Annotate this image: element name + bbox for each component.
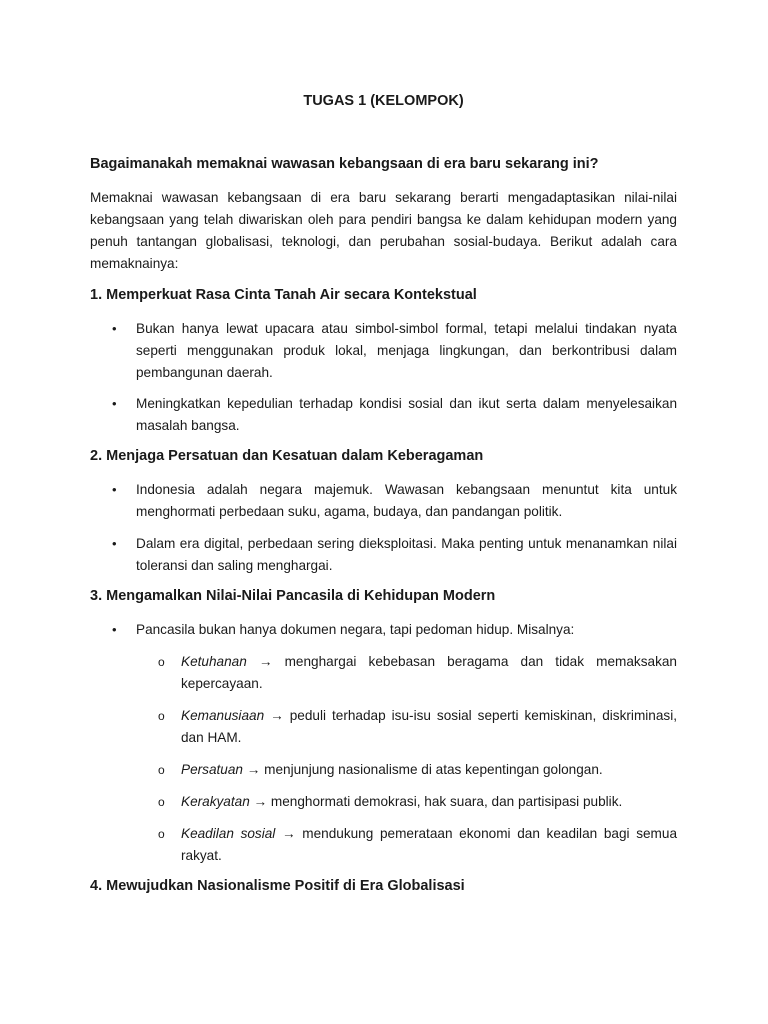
circle-bullet-icon: o [158, 795, 165, 809]
sub-item-text: menjunjung nasionalisme di atas kepentingan golongan. [264, 762, 603, 777]
bullet-icon: • [112, 622, 117, 637]
list-item-text: Pancasila bukan hanya dokumen negara, tapi pedoman hidup. Misalnya: [136, 622, 575, 637]
sub-list-item [158, 759, 677, 781]
bullet-icon: • [112, 321, 117, 336]
document-title: TUGAS 1 (KELOMPOK) [303, 93, 464, 109]
pancasila-term: Kemanusiaan [181, 708, 265, 723]
pancasila-term: Keadilan sosial [181, 826, 276, 841]
list-item [112, 479, 677, 523]
sub-list-item [158, 791, 677, 813]
bullet-icon: • [112, 536, 117, 551]
intro-paragraph: Memaknai wawasan kebangsaan di era baru sekarang berarti mengadaptasikan nilai-nilai kebangsaan yang telah diwariskan oleh para pendiri bangsa ke dalam kehidupan modern yang penuh tantangan globalisasi, teknologi, dan perubahan sosial-budaya. Berikut adalah cara memaknainya: [90, 190, 677, 271]
sub-item-text: peduli terhadap isu-isu sosial seperti kemiskinan, diskriminasi, dan HAM. [181, 708, 678, 745]
sub-item-text: menghargai kebebasan beragama dan tidak memaksakan kepercayaan. [181, 654, 677, 691]
circle-bullet-icon: o [158, 709, 165, 723]
list-item [112, 533, 677, 577]
list-item [112, 318, 677, 384]
list-item-text: Indonesia adalah negara majemuk. Wawasan kebangsaan menuntut kita untuk menghormati perbedaan suku, agama, budaya, dan pandangan politik. [136, 482, 677, 519]
list-item [112, 619, 677, 641]
list-item-text: Meningkatkan kepedulian terhadap kondisi sosial dan ikut serta dalam menyelesaikan masalah bangsa. [136, 396, 677, 433]
sub-item-text: mendukung pemerataan ekonomi dan keadilan bagi semua rakyat. [181, 826, 678, 863]
list-item-text: Bukan hanya lewat upacara atau simbol-simbol formal, tetapi melalui tindakan nyata seperti menggunakan produk lokal, menjaga lingkungan, dan berkontribusi dalam pembangunan daerah. [136, 321, 677, 380]
pancasila-term: Ketuhanan [181, 654, 247, 669]
pancasila-term: Persatuan [181, 762, 243, 777]
list-item [112, 393, 677, 437]
section-heading-2: 2. Menjaga Persatuan dan Kesatuan dalam Keberagaman [90, 448, 484, 464]
section-heading-4: 4. Mewujudkan Nasionalisme Positif di Era Globalisasi [90, 878, 465, 894]
arrow-icon: → [246, 762, 261, 777]
circle-bullet-icon: o [158, 827, 165, 841]
arrow-icon: → [282, 826, 296, 841]
sub-list-item [158, 651, 677, 695]
arrow-icon: → [270, 708, 284, 723]
sub-list-item [158, 823, 677, 867]
section-heading-3: 3. Mengamalkan Nilai-Nilai Pancasila di Kehidupan Modern [90, 588, 496, 604]
section-heading-1: 1. Memperkuat Rasa Cinta Tanah Air secara Kontekstual [90, 287, 477, 303]
arrow-icon: → [253, 794, 268, 809]
question-heading: Bagaimanakah memaknai wawasan kebangsaan di era baru sekarang ini? [90, 156, 599, 172]
circle-bullet-icon: o [158, 763, 165, 777]
sub-item-text: menghormati demokrasi, hak suara, dan partisipasi publik. [270, 794, 623, 809]
circle-bullet-icon: o [158, 655, 165, 669]
arrow-icon: → [258, 654, 273, 669]
pancasila-term: Kerakyatan [181, 794, 250, 809]
bullet-icon: • [112, 482, 117, 497]
sub-list-item [158, 705, 677, 749]
list-item-text: Dalam era digital, perbedaan sering dieksploitasi. Maka penting untuk menanamkan nilai toleransi dan saling menghargai. [136, 536, 677, 573]
bullet-icon: • [112, 396, 117, 411]
